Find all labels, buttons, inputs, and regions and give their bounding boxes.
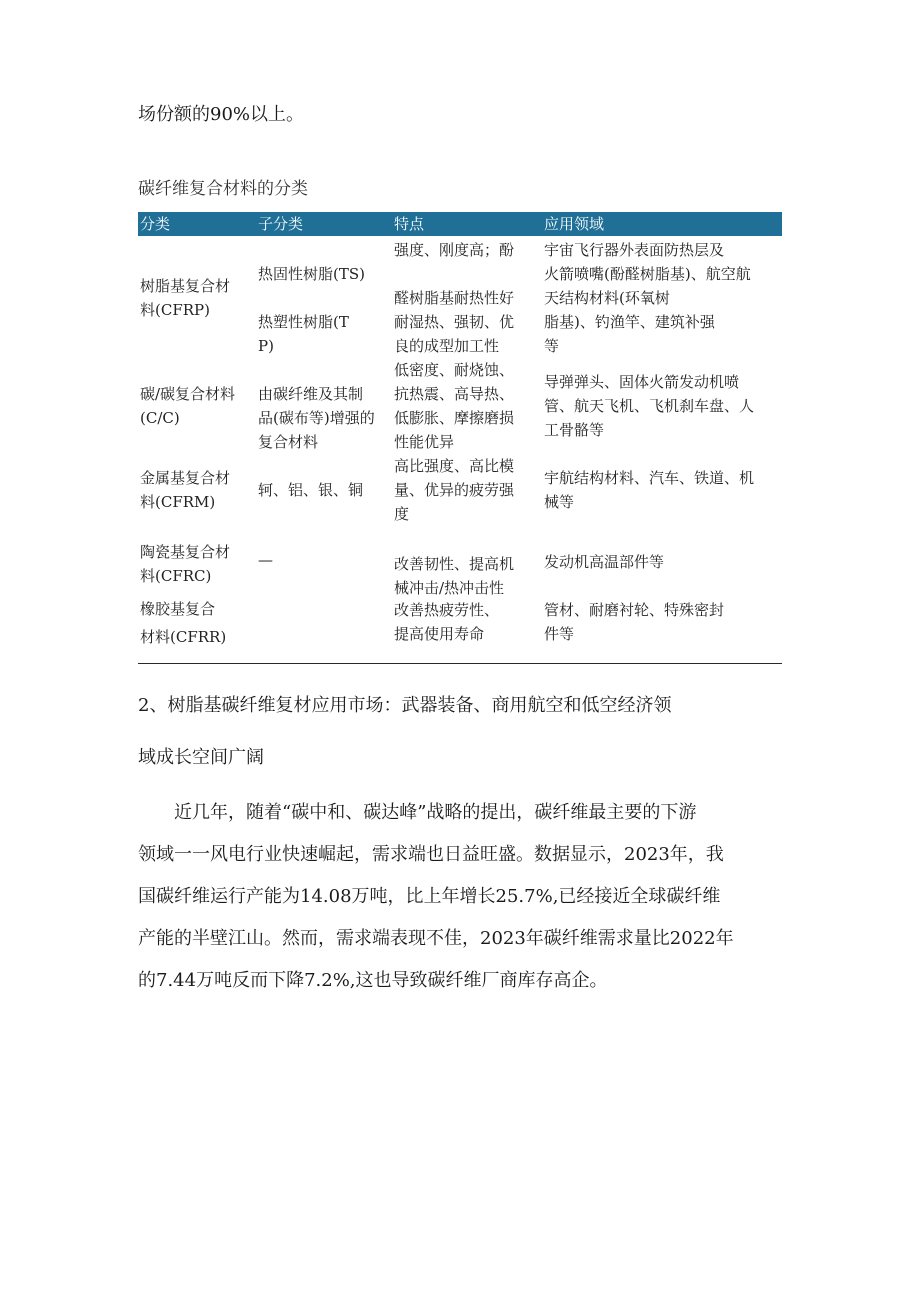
cell-line: 轲、铝、银、铜 [258,481,364,499]
cell-line: 品(碳布等)增强的 [258,409,375,427]
table-row-3-feature [394,454,514,526]
cell-line: 械等 [544,493,575,511]
table-row-1-sub-tp [258,310,349,358]
table-row-1-category [140,274,230,322]
table-row-5-feature [394,598,499,646]
paragraph-line: 领域一一风电行业快速崛起，需求端也日益旺盛。数据显示，2023年，我 [138,844,724,865]
cell-line: 由碳纤维及其制 [258,385,364,403]
table-row-2-application [544,370,754,442]
cell-line: 强度、刚度高；酚 [394,241,515,259]
cell-line: 热固性树脂(TS) [258,265,365,283]
header-application: 应用领域 [544,215,605,233]
cell-line: 复合材料 [258,433,319,451]
cell-line: 料(CFRP) [140,301,210,319]
table-row-5-application [544,598,724,646]
table-row-4-sub [258,548,273,572]
header-category: 分类 [140,215,171,233]
table-header-row [138,212,782,236]
table-row-3-application [544,466,754,514]
cell-line: 械冲击/热冲击性 [394,579,505,597]
cell-line: 宇宙飞行器外表面防热层及 [544,241,725,259]
cell-line: 量、优异的疲劳强 [394,481,515,499]
table-row-3-sub [258,478,363,502]
intro-paragraph-tail: 场份额的90%以上。 [138,104,305,125]
cell-line: 工骨骼等 [544,421,605,439]
cell-line: 橡胶基复合 [140,600,216,618]
paragraph-line: 近几年，随着“碳中和、碳达峰”战略的提出，碳纤维最主要的下游 [138,802,697,823]
cell-line: 度 [394,505,410,523]
cell-line: 宇航结构材料、汽车、铁道、机 [544,469,755,487]
cell-line: 金属基复合材 [140,469,231,487]
cell-line: 醛树脂基耐热性好 [394,289,515,307]
paragraph-line: 的7.44万吨反而下降7.2%,这也导致碳纤维厂商库存高企。 [138,970,608,991]
table-row-2-category [140,382,235,430]
cell-line: 提高使用寿命 [394,625,485,643]
cell-line: 改善热疲劳性、 [394,601,500,619]
table-caption: 碳纤维复合材料的分类 [138,179,308,199]
table-row-2-sub [258,382,375,454]
cell-line: P) [258,337,274,355]
paragraph-line: 产能的半壁江山。然而，需求端表现不佳，2023年碳纤维需求量比2022年 [138,928,734,949]
table-row-1-sub-ts [258,262,365,286]
header-subcategory: 子分类 [258,215,304,233]
table-row-3-category [140,466,230,514]
table-row-4-application [544,550,664,574]
cell-line: 天结构材料(环氧树 [544,289,670,307]
cell-line: 管材、耐磨衬轮、特殊密封 [544,601,725,619]
cell-line: 低密度、耐烧蚀、 [394,361,515,379]
cell-line: 导弹弹头、固体火箭发动机喷 [544,373,740,391]
table-row-1-feature-a [394,238,514,262]
table-row-2-feature [394,358,514,454]
cell-line: 低膨胀、摩擦磨损 [394,409,515,427]
cell-line: 脂基)、钓渔竿、建筑补强 [544,313,715,331]
cell-line: 高比强度、高比模 [394,457,515,475]
heading-line: 2、树脂基碳纤维复材应用市场：武器装备、商用航空和低空经济领 [138,695,672,716]
cell-line: 件等 [544,625,575,643]
table-row-1-application [544,238,751,358]
table-bottom-rule [138,663,782,664]
cell-line: 火箭喷嘴(酚醛树脂基)、航空航 [544,265,751,283]
cell-line: 发动机高温部件等 [544,553,665,571]
paragraph-line: 国碳纤维运行产能为14.08万吨，比上年增长25.7%,已经接近全球碳纤维 [138,886,721,907]
table-row-4-category [140,540,230,588]
cell-line: 良的成型加工性 [394,337,500,355]
table-row-5-category [140,597,226,649]
table-row-4-feature [394,552,514,600]
cell-line: (C/C) [140,409,180,427]
section-heading [138,680,671,784]
cell-line: 树脂基复合材 [140,277,231,295]
body-paragraph [138,792,784,1002]
cell-line: 碳/碳复合材料 [140,385,236,403]
heading-line: 域成长空间广阔 [138,747,264,768]
cell-line: 耐湿热、强韧、优 [394,313,515,331]
cell-line: 陶瓷基复合材 [140,543,231,561]
cell-line: 等 [544,337,560,355]
cell-line: — [258,551,273,569]
cell-line: 抗热震、高导热、 [394,385,515,403]
cell-line: 性能优异 [394,433,455,451]
cell-line: 改善韧性、提高机 [394,555,515,573]
header-feature: 特点 [394,215,425,233]
cell-line: 材料(CFRR) [140,628,227,646]
table-row-1-feature-b [394,286,514,358]
cell-line: 管、航天飞机、飞机刹车盘、人 [544,397,755,415]
cell-line: 料(CFRC) [140,567,212,585]
cell-line: 料(CFRM) [140,493,216,511]
cell-line: 热塑性树脂(T [258,313,349,331]
